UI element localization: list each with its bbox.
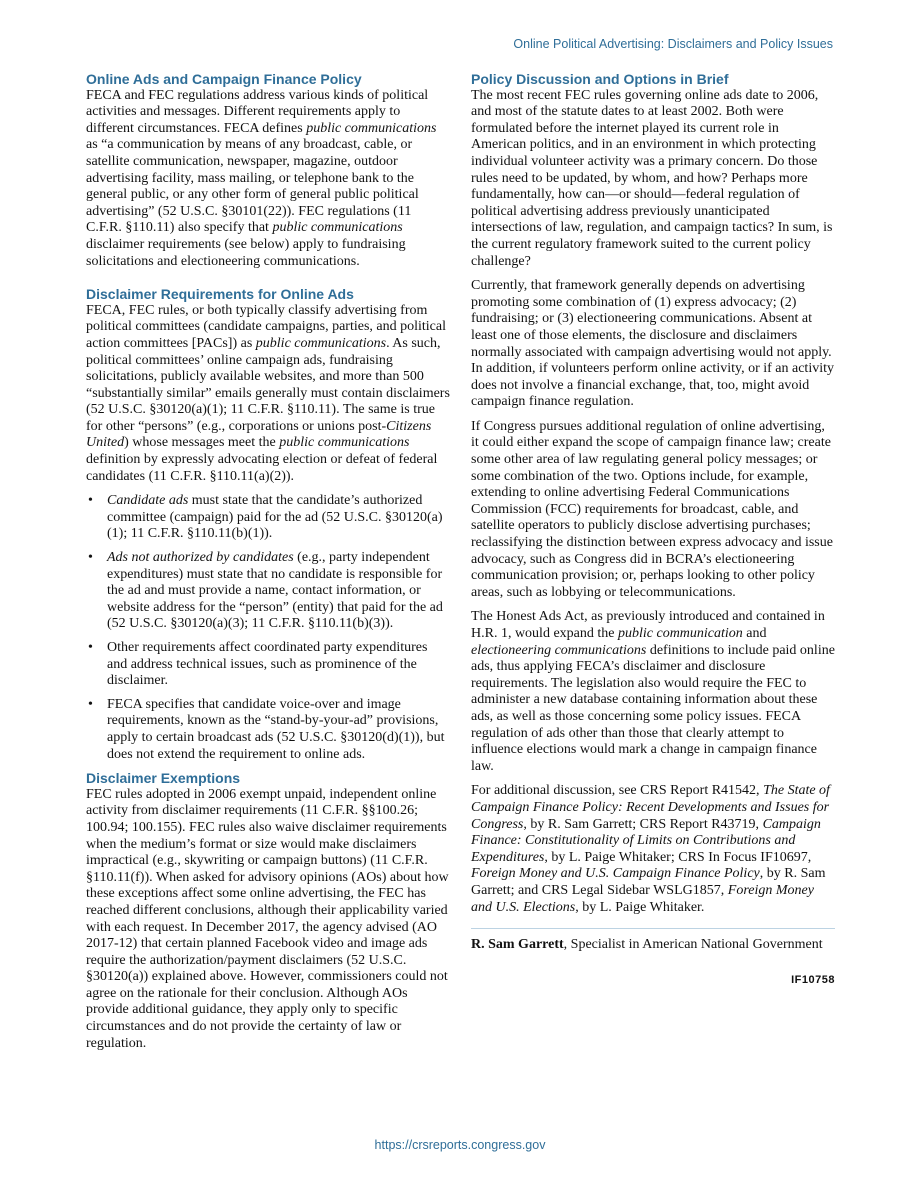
emphasis-term: public communications xyxy=(306,120,437,136)
list-item xyxy=(86,550,450,633)
author-title: , Specialist in American National Government xyxy=(563,937,823,953)
text-run: FECA specifies that candidate voice-over and image requirements, known as the “stand-by-your-ad” provisions, apply to certain broadcast ads (52 U.S.C. §30120(d)(1)), but does not extend the requirement to online ads. xyxy=(107,696,445,762)
author-line xyxy=(471,937,835,954)
divider xyxy=(471,928,835,929)
list-item xyxy=(86,640,450,690)
text-run: must state that the candidate’s authorized committee (campaign) paid for the ad (52 U.S.C. §30120(a)(1); 11 C.F.R. §110.11(b)(1)). xyxy=(107,493,443,542)
text-run: disclaimer requirements (see below) apply to fundraising solicitations and electioneering communications. xyxy=(86,236,406,269)
text-run: (e.g., party independent expenditures) must state that no candidate is responsible for the ad and must provide a name, contact information, or website address for the “person” (entity) that paid for the ad (52 U.S.C. §30120(a)(3); 11 C.F.R. §110.11(b)(3)). xyxy=(107,550,443,632)
section-heading-policy-discussion: Policy Discussion and Options in Brief xyxy=(471,71,729,87)
text-run: , by L. Paige Whitaker. xyxy=(575,899,705,915)
text-run: definitions to include paid online ads, thus applying FECA’s disclaimer and disclosure requirements. The legislation also would require the FEC to administer a new database containing information about these ads, as well as those concerning some policy issues. FECA regulation of ads other than those that clearly attempt to influence elections would mark a change in campaign finance law. xyxy=(471,642,835,774)
emphasis-term: Candidate ads xyxy=(107,493,189,509)
right-column xyxy=(471,71,835,988)
paragraph-honest-ads xyxy=(471,609,835,775)
text-run: , by R. Sam Garrett; and CRS Legal Sidebar WSLG1857, xyxy=(471,866,826,898)
text-run: definition by expressly advocating election or defeat of federal candidates (11 C.F.R. §110.11(a)(2)). xyxy=(86,452,438,484)
text-run: and xyxy=(742,626,767,641)
text-run: , by R. Sam Garrett; CRS Report R43719, xyxy=(523,816,763,832)
running-header-title: Online Political Advertising: Disclaimers and Policy Issues xyxy=(513,37,833,51)
text-run: FECA and FEC regulations address various kinds of political activities and messages. Different requirements apply to different circumstances. FECA defines xyxy=(86,87,429,136)
bullet-icon: • xyxy=(88,696,93,712)
report-title: The State of Campaign Finance Policy: Recent Developments and Issues for Congress xyxy=(471,783,830,832)
list-item xyxy=(86,697,450,763)
paragraph-policy-3: If Congress pursues additional regulation of online advertising, it could either expand the scope of campaign finance law; create some other area of law regulating general policy messages; or some combination of the two. Options include, for example, extending to online advertising Federal Communications Commission (FCC) requirements for broadcast, cable, and satellite operators to publicly disclose advertising purchases; reclassifying the distinction between express advocacy and issue advocacy, such as Congress did in BCRA’s electioneering communication provision; or, perhaps looking to other policy areas, such as lobbying or telecommunications. xyxy=(471,418,833,600)
emphasis-term: Citizens United xyxy=(86,418,432,451)
document-id: IF10758 xyxy=(791,973,835,986)
section-heading-disclaimer-exemptions: Disclaimer Exemptions xyxy=(86,770,241,787)
text-run: For additional discussion, see CRS Report R41542, xyxy=(471,783,764,799)
report-title: Campaign Finance: Constitutionality of Limits on Contributions and Expenditures xyxy=(471,816,821,865)
paragraph-disclaimer-requirements xyxy=(86,303,450,486)
report-title: Foreign Money and U.S. Campaign Finance Policy xyxy=(471,866,760,882)
paragraph-policy-2: Currently, that framework generally depends on advertising promoting some combination of (1) express advocacy; (2) fundraising; or (3) electioneering communications. Absent at least one of those elements, the disclosure and disclaimers normally associated with campaign advertising would not apply. In addition, if volunteers perform online activity, or if an activity does not involve a financial exchange, that, too, might avoid campaign finance regulation. xyxy=(471,278,834,410)
author-name: R. Sam Garrett xyxy=(471,937,564,953)
section-heading-online-ads: Online Ads and Campaign Finance Policy xyxy=(86,71,362,87)
text-run: as “a communication by means of any broadcast, cable, or satellite communication, newspaper, magazine, outdoor advertising facility, mass mailing, or telephone bank to the general public, or any other form of general public political advertising” (52 U.S.C. §30101(22)). FEC regulations (11 C.F.R. §110.11) also specify that xyxy=(86,137,419,236)
emphasis-term: public communication xyxy=(617,626,743,641)
left-column xyxy=(86,71,450,1052)
emphasis-term: public communications xyxy=(279,435,410,451)
bullet-icon: • xyxy=(88,493,93,509)
report-title: Foreign Money and U.S. Elections xyxy=(471,882,814,915)
bullet-icon: • xyxy=(88,550,93,566)
list-item xyxy=(86,493,450,543)
footer-url-link[interactable]: https://crsreports.congress.gov xyxy=(374,1138,546,1152)
emphasis-term: public communications xyxy=(272,220,403,236)
emphasis-term: Ads not authorized by candidates xyxy=(107,550,294,566)
paragraph-additional-discussion xyxy=(471,783,835,916)
text-run: . As such, political committees’ online campaign ads, fundraising solicitations, publicly available websites, and more than 500 “substantially similar” emails generally must contain disclaimers (52 U.S.C. §30120(a)(1); 11 C.F.R. §110.11). The same is true for other “persons” (e.g., corporations or unions post- xyxy=(86,335,450,434)
text-run: FECA, FEC rules, or both typically classify advertising from political committees (candidate campaigns, parties, and political action committees [PACs]) as xyxy=(86,302,446,351)
requirements-bullet-list xyxy=(86,493,450,763)
text-run: ) whose messages meet the xyxy=(124,435,280,451)
text-run: , by L. Paige Whitaker; CRS In Focus IF10697, xyxy=(544,849,812,865)
paragraph-disclaimer-exemptions: FEC rules adopted in 2006 exempt unpaid, independent online activity from disclaimer requirements (11 C.F.R. §§100.26; 100.94; 100.155). FEC rules also waive disclaimer requirements when the medium’s format or size would make disclaimers impractical (e.g., skywriting or campaign buttons) (11 C.F.R. §110.11(f)). When asked for advisory opinions (AOs) about how these exceptions affect some online advertising, the FEC has reached different conclusions, although their applicability varied with each request. In December 2017, the agency advised (AO 2017-12) that certain planned Facebook video and image ads require the authorization/payment disclaimers (52 U.S.C. §30120(a)) explained above. However, commissioners could not agree on the rationale for their conclusion. Although AOs provide additional guidance, they apply only to specific circumstances and do not provide the certainty of law or regulation. xyxy=(86,786,449,1051)
paragraph-policy-1: The most recent FEC rules governing online ads date to 2006, and most of the statute dates to at least 2002. Both were formulated before the internet played its current role in American politics, and in an environment in which protecting individual volunteer activity was a primary concern. Do those rules need to be updated, by whom, and how? Perhaps more fundamentally, how can—or should—federal regulation of political advertising address previously unanticipated intersections of law, regulation, and campaign tactics? In sum, is the current regulatory framework suited to the current policy challenge? xyxy=(471,87,833,269)
bullet-icon: • xyxy=(88,640,93,655)
section-heading-disclaimer-requirements: Disclaimer Requirements for Online Ads xyxy=(86,286,354,303)
text-run: The Honest Ads Act, as previously introduced and contained in H.R. 1, would expand the xyxy=(471,609,825,641)
emphasis-term: electioneering communications xyxy=(471,642,647,658)
paragraph-online-ads xyxy=(86,88,450,271)
emphasis-term: public communications xyxy=(255,335,387,351)
text-run: Other requirements affect coordinated party expenditures and address technical issues, such as prominence of the disclaimer. xyxy=(107,640,428,689)
